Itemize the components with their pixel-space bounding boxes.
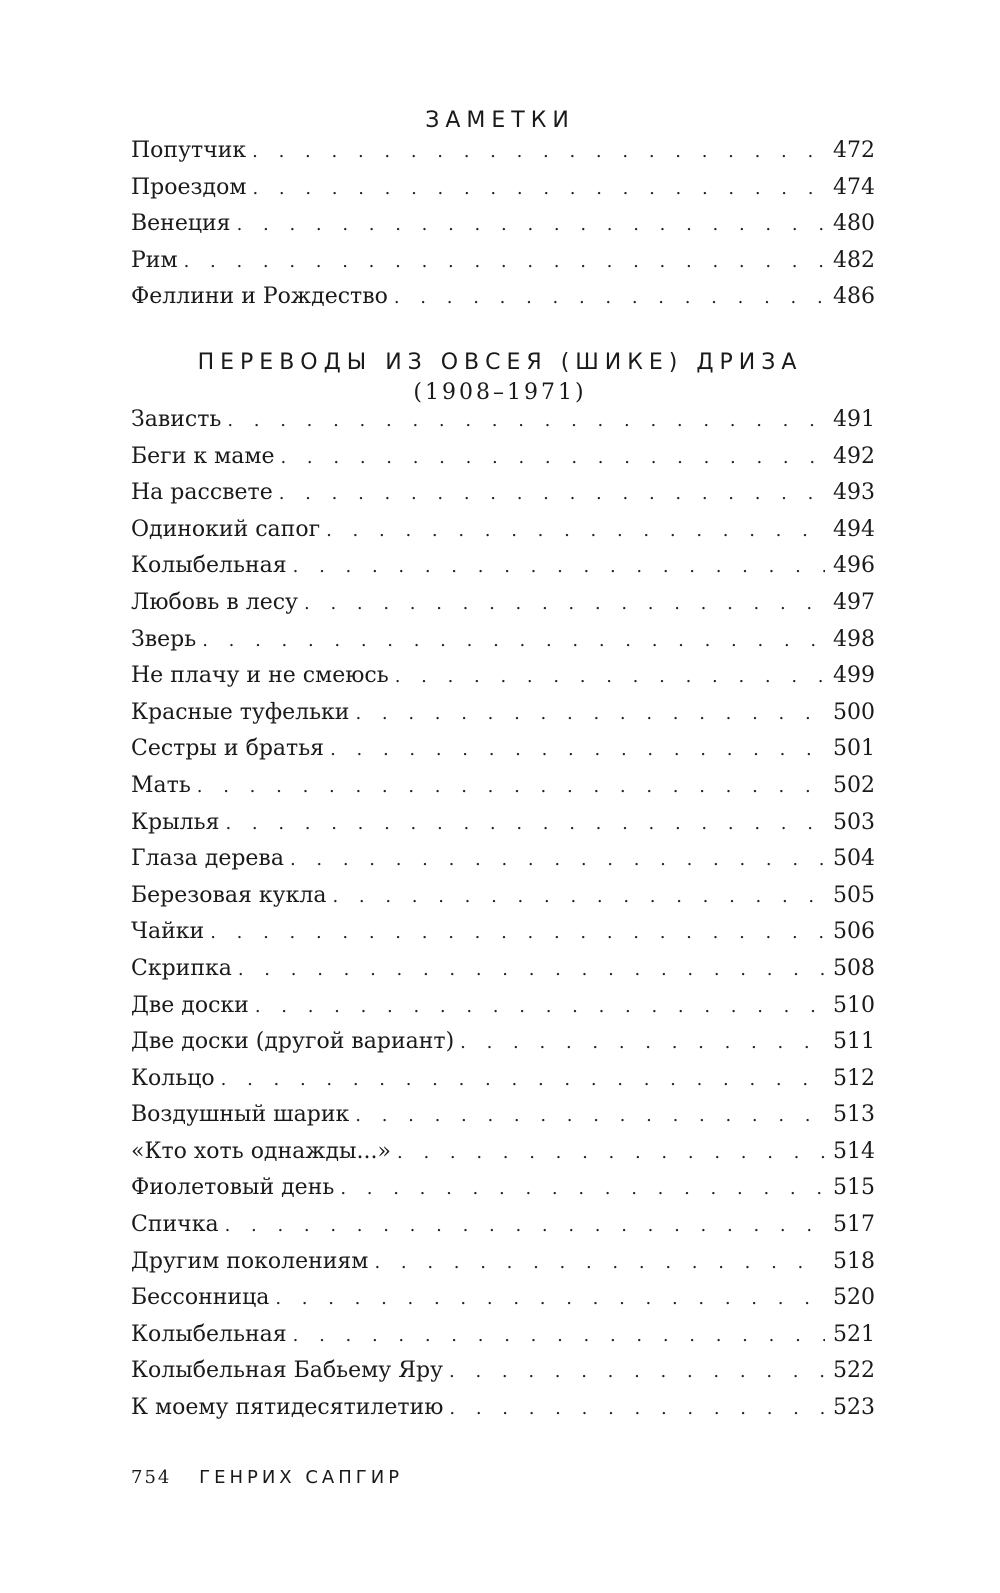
toc-entry-page: 515 — [833, 1175, 875, 1201]
dot-leader — [225, 1208, 825, 1245]
toc-entry-page: 492 — [833, 443, 875, 469]
toc-entry[interactable] — [131, 1244, 875, 1281]
toc-entry-title: К моему пятидесятилетию — [131, 1390, 449, 1427]
dot-leader — [460, 1025, 825, 1062]
toc-entry-page: 503 — [833, 809, 875, 835]
dot-leader — [293, 549, 825, 586]
toc-entry-title: Другим поколениям — [131, 1244, 374, 1281]
page-number: 754 — [131, 1467, 172, 1488]
dot-leader — [374, 1245, 825, 1282]
toc-entry[interactable] — [131, 170, 875, 207]
dot-leader — [449, 1391, 825, 1428]
dot-leader — [332, 879, 825, 916]
toc-entry[interactable] — [131, 1390, 875, 1427]
section-subheading-years: (1908–1971) — [413, 380, 587, 405]
dot-leader — [340, 1171, 825, 1208]
toc-entry-page: 517 — [833, 1212, 875, 1238]
toc-entry-page: 510 — [833, 992, 875, 1018]
dot-leader — [225, 806, 825, 843]
toc-entry-title: Две доски — [131, 988, 255, 1025]
toc-entry[interactable] — [131, 1134, 875, 1171]
toc-entry-page: 494 — [833, 516, 875, 542]
toc-entry-title: Фиолетовый день — [131, 1170, 340, 1207]
toc-entry-page: 518 — [833, 1248, 875, 1274]
toc-entry-page: 523 — [833, 1395, 875, 1421]
toc-entry[interactable] — [131, 475, 875, 512]
toc-entry-page: 522 — [833, 1358, 875, 1384]
toc-entry-title: Бессонница — [131, 1280, 275, 1317]
toc-entry-title: Зверь — [131, 622, 202, 659]
toc-entry-page: 486 — [833, 284, 875, 310]
dot-leader — [252, 171, 825, 208]
toc-entry[interactable] — [131, 1061, 875, 1098]
toc-entry[interactable] — [131, 548, 875, 585]
toc-entry-page: 499 — [833, 663, 875, 689]
section-heading-notes: ЗАМЕТКИ — [425, 108, 575, 133]
dot-leader — [326, 513, 825, 550]
toc-entry[interactable] — [131, 402, 875, 439]
dot-leader — [197, 769, 825, 806]
page-footer — [131, 1466, 403, 1490]
toc-entry[interactable] — [131, 841, 875, 878]
toc-entry-title: Колыбельная Бабьему Яру — [131, 1353, 449, 1390]
toc-entry-title: Сестры и братья — [131, 731, 330, 768]
toc-entry[interactable] — [131, 1353, 875, 1390]
toc-entry-page: 521 — [833, 1321, 875, 1347]
toc-list-translations — [131, 402, 875, 1427]
toc-entry-title: Рим — [131, 243, 184, 280]
toc-entry[interactable] — [131, 206, 875, 243]
toc-entry-title: Красные туфельки — [131, 695, 355, 732]
toc-entry-title: Феллини и Рождество — [131, 279, 394, 316]
toc-entry[interactable] — [131, 1207, 875, 1244]
toc-entry-page: 502 — [833, 772, 875, 798]
toc-entry-page: 480 — [833, 211, 875, 237]
toc-entry-title: Попутчик — [131, 133, 252, 170]
toc-entry-page: 505 — [833, 882, 875, 908]
dot-leader — [227, 403, 825, 440]
dot-leader — [252, 134, 825, 171]
dot-leader — [293, 1318, 825, 1355]
toc-entry[interactable] — [131, 512, 875, 549]
toc-entry-page: 500 — [833, 699, 875, 725]
toc-entry-page: 472 — [833, 138, 875, 163]
toc-entry-title: Чайки — [131, 914, 210, 951]
toc-entry[interactable] — [131, 731, 875, 768]
toc-entry[interactable] — [131, 1170, 875, 1207]
toc-entry-title: Беги к маме — [131, 439, 280, 476]
toc-entry-title: Проездом — [131, 170, 252, 207]
toc-entry[interactable] — [131, 1280, 875, 1317]
toc-entry-page: 482 — [833, 247, 875, 273]
toc-entry-page: 504 — [833, 846, 875, 872]
toc-entry[interactable] — [131, 243, 875, 280]
toc-entry-title: Любовь в лесу — [131, 585, 304, 622]
dot-leader — [449, 1354, 825, 1391]
toc-entry[interactable] — [131, 439, 875, 476]
toc-entry-title: Глаза дерева — [131, 841, 290, 878]
toc-entry[interactable] — [131, 988, 875, 1025]
toc-entry-page: 493 — [833, 480, 875, 506]
toc-entry-title: Крылья — [131, 805, 225, 842]
dot-leader — [330, 732, 825, 769]
dot-leader — [279, 476, 825, 513]
toc-entry[interactable] — [131, 951, 875, 988]
toc-entry-page: 496 — [833, 553, 875, 579]
toc-entry[interactable] — [131, 768, 875, 805]
running-head: ГЕНРИХ САПГИР — [199, 1467, 404, 1488]
toc-entry-page: 498 — [833, 626, 875, 652]
dot-leader — [280, 440, 825, 477]
dot-leader — [290, 842, 825, 879]
toc-entry-title: Скрипка — [131, 951, 238, 988]
toc-entry-page: 512 — [833, 1065, 875, 1091]
toc-entry-title: Березовая кукла — [131, 878, 332, 915]
toc-entry[interactable] — [131, 914, 875, 951]
toc-entry-title: Две доски (другой вариант) — [131, 1024, 460, 1061]
dot-leader — [395, 659, 825, 696]
toc-entry-page: 474 — [833, 174, 875, 200]
toc-entry[interactable] — [131, 658, 875, 695]
dot-leader — [184, 244, 825, 281]
toc-entry-title: На рассвете — [131, 475, 279, 512]
dot-leader — [255, 989, 825, 1026]
toc-entry[interactable] — [131, 133, 875, 170]
toc-entry-title: Мать — [131, 768, 197, 805]
toc-entry[interactable] — [131, 1097, 875, 1134]
dot-leader — [355, 1098, 825, 1135]
toc-entry[interactable] — [131, 1024, 875, 1061]
toc-list-notes — [131, 133, 875, 316]
dot-leader — [355, 696, 825, 733]
dot-leader — [238, 952, 825, 989]
toc-entry-title: Кольцо — [131, 1061, 221, 1098]
toc-entry-title: Колыбельная — [131, 548, 293, 585]
toc-entry-title: Воздушный шарик — [131, 1097, 355, 1134]
toc-entry-title: Одинокий сапог — [131, 512, 326, 549]
toc-entry-page: 511 — [833, 1029, 875, 1055]
dot-leader — [210, 915, 825, 952]
section-heading-translations: ПЕРЕВОДЫ ИЗ ОВСЕЯ (ШИКЕ) ДРИЗА — [197, 350, 803, 375]
toc-entry-page: 514 — [833, 1138, 875, 1164]
toc-entry-title: Зависть — [131, 402, 227, 439]
toc-entry[interactable] — [131, 805, 875, 842]
toc-entry-title: Не плачу и не смеюсь — [131, 658, 395, 695]
dot-leader — [275, 1281, 825, 1318]
toc-entry[interactable] — [131, 585, 875, 622]
toc-entry-page: 506 — [833, 919, 875, 945]
toc-entry-page: 508 — [833, 955, 875, 981]
toc-entry-title: Спичка — [131, 1207, 225, 1244]
toc-entry[interactable] — [131, 1317, 875, 1354]
toc-entry[interactable] — [131, 878, 875, 915]
toc-entry-page: 513 — [833, 1102, 875, 1128]
toc-entry-title: «Кто хоть однажды...» — [131, 1134, 397, 1171]
toc-entry[interactable] — [131, 279, 875, 316]
dot-leader — [304, 586, 825, 623]
toc-entry-title: Венеция — [131, 206, 237, 243]
toc-entry[interactable] — [131, 622, 875, 659]
toc-entry-page: 501 — [833, 736, 875, 762]
toc-entry-title: Колыбельная — [131, 1317, 293, 1354]
dot-leader — [237, 207, 825, 244]
dot-leader — [394, 280, 825, 317]
toc-entry-page: 491 — [833, 407, 875, 432]
dot-leader — [397, 1135, 825, 1172]
dot-leader — [221, 1062, 825, 1099]
toc-entry-page: 497 — [833, 589, 875, 615]
toc-entry[interactable] — [131, 695, 875, 732]
toc-entry-page: 520 — [833, 1285, 875, 1311]
dot-leader — [202, 623, 825, 660]
